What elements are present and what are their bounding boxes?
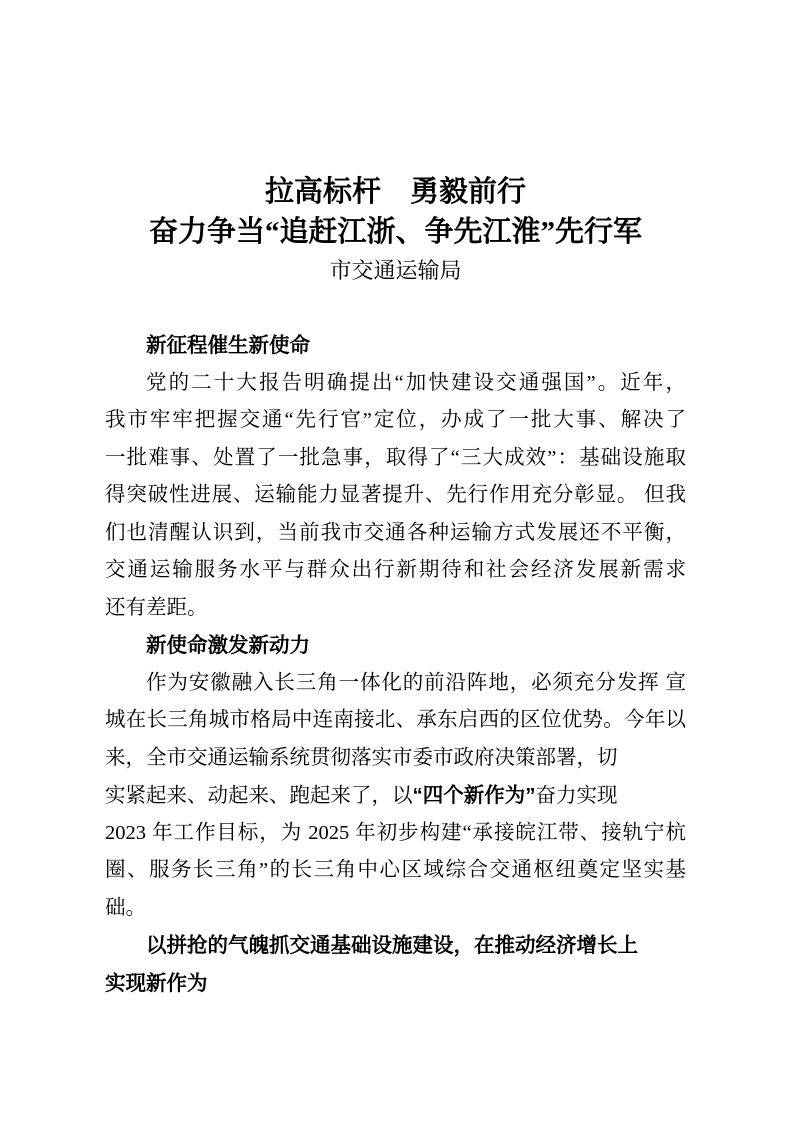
text-run: 奋力实现 [535,785,618,807]
text-run: 作为安徽融入长三角一体化的前沿阵地，必须充分发挥 宣 [146,671,686,694]
bold-text-run: 实现新作为 [105,971,208,995]
body-line [105,365,686,403]
body [105,365,686,628]
bold-paragraph [105,927,686,1002]
doc-byline: 市交通运输局 [329,258,462,283]
text-run: 城在长三角城市格局中连南接北、承东启西的区位优势。今年以 [105,709,686,731]
body-line [105,440,686,478]
text-run: 2023 年工作目标，为 2025 年初步构建“承接皖江带、接轨宁杭 [105,821,686,844]
text-run: 础。 [105,896,146,919]
text-run: 来，全市交通运输系统贯彻落实市委市政府决策部署，切 [105,746,618,769]
body-line [105,815,686,853]
body-line [105,665,686,703]
body-line [105,890,686,928]
text-run: 还有差距。 [105,596,208,619]
body-line [105,740,686,778]
body-line [105,965,686,1003]
text-run: 圈、服务长三角”的长三角中心区域综合交通枢纽奠定坚实基 [105,859,686,881]
text-run: 们也清醒认识到，当前我市交通各种运输方式发展还不平衡， [105,521,686,544]
section-heading-line [105,327,686,365]
bold-text-run: 新征程催生新使命 [146,334,310,357]
section-heading [105,627,686,665]
doc-title-line-2: 奋力争当“追赶江浙、争先江淮”先行军 [148,216,642,248]
bold-text-run: 以拼抢的气魄抓交通基础设施建设，在推动经济增长上 [146,934,638,957]
doc-title [105,172,686,252]
document-content [105,172,686,1002]
body-line [105,515,686,553]
body-line [105,590,686,628]
doc-body [105,327,686,1002]
text-run: 一批难事、处置了一批急事，取得了“三大成效”：基础设施取 [105,446,686,469]
text-run: 得突破性进展、运输能力显著提升、先行作用充分彰显。 但我 [105,484,686,506]
bold-text-run: “四个新作为” [412,784,536,807]
body-line [105,852,686,890]
text-run: 我市牢牢把握交通“先行官”定位，办成了一批大事、解决了 [105,409,686,431]
section-heading [105,327,686,365]
section-heading-line [105,627,686,665]
body-line [105,927,686,965]
body [105,665,686,928]
text-run: 交通运输服务水平与群众出行新期待和社会经济发展新需求 [105,559,686,581]
body-line [105,402,686,440]
body-line [105,702,686,740]
text-run: 党的二十大报告明确提出“加快建设交通强国”。近年， [146,371,686,394]
body-line [105,552,686,590]
doc-title-line-1: 拉高标杆 勇毅前行 [264,176,526,208]
bold-text-run: 新使命激发新动力 [146,634,310,657]
text-run: 实紧起来、动起来、跑起来了，以 [105,785,413,807]
body-line [105,777,686,815]
body-line [105,477,686,515]
